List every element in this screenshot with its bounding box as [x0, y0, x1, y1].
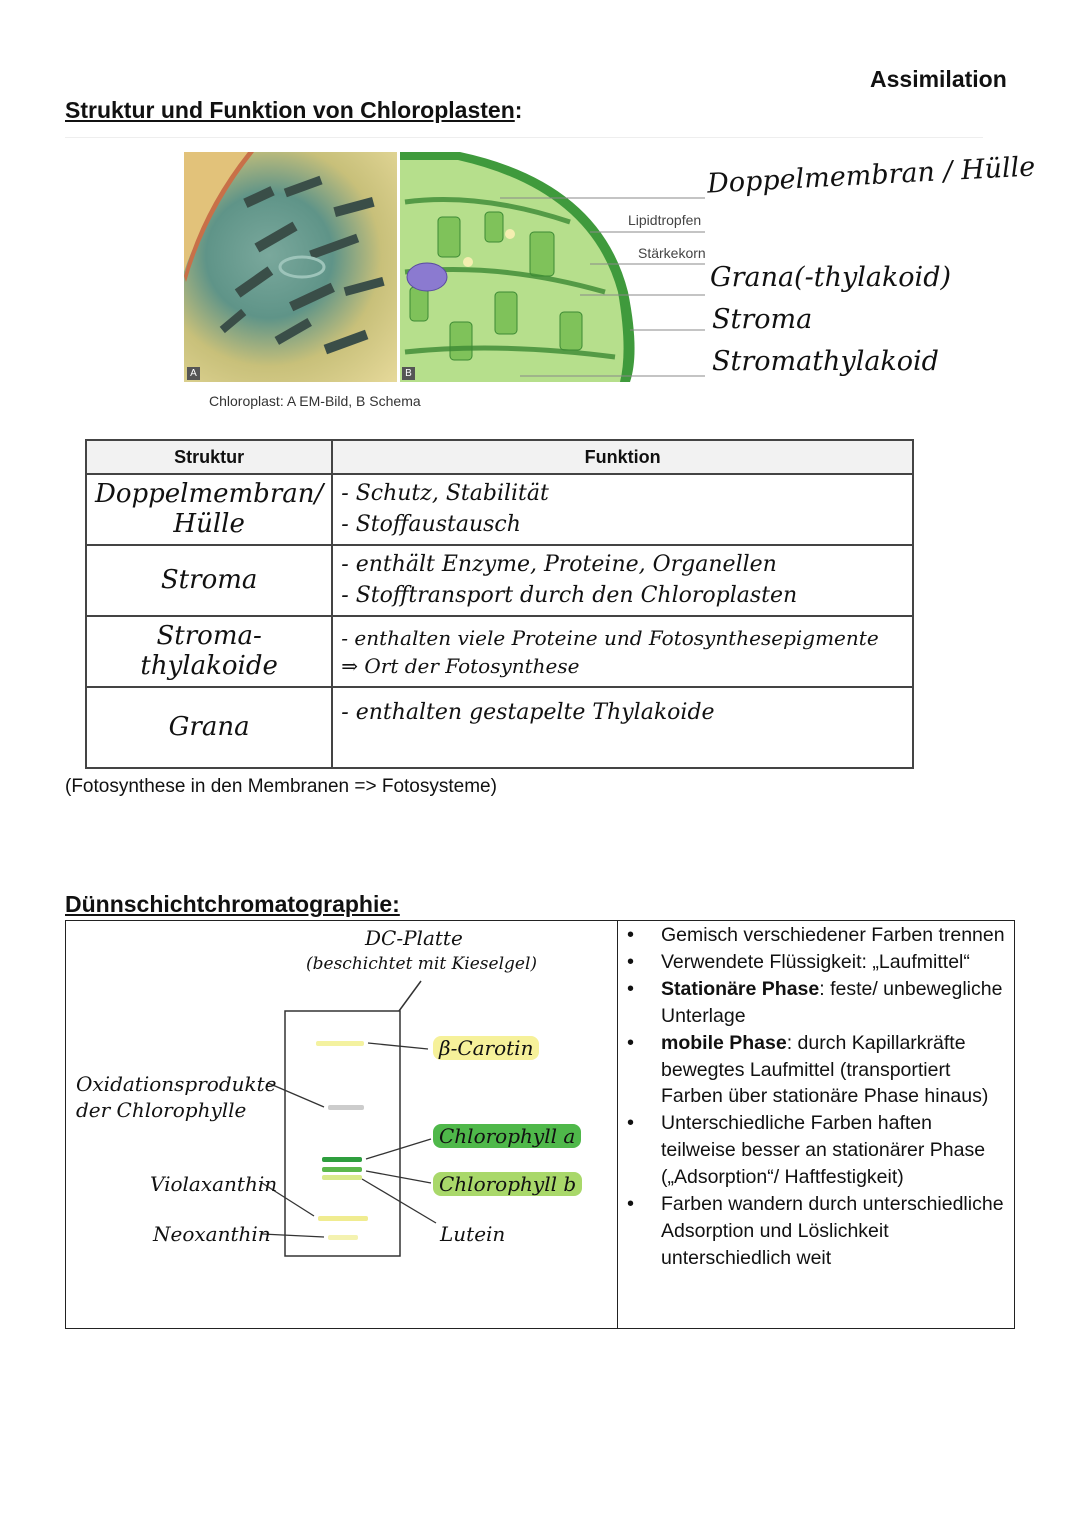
label-neoxanthin: Neoxanthin — [153, 1222, 271, 1246]
cell-struktur — [86, 687, 332, 768]
label-lipidtropfen: Lipidtropfen — [628, 212, 702, 228]
cell-struktur — [86, 474, 332, 545]
list-item — [627, 1030, 1012, 1111]
bullet-bold: Stationäre Phase — [661, 977, 820, 1000]
label-chlorophylle: der Chlorophylle — [76, 1098, 247, 1122]
struktur-line: Doppelmembran/ — [95, 478, 324, 509]
label-chlorophyll-a: Chlorophyll a — [433, 1124, 581, 1148]
dc-bullet-list — [627, 922, 1012, 1272]
figure-label-a: A — [187, 367, 200, 380]
divider-line — [65, 137, 983, 138]
list-item — [627, 1110, 1012, 1191]
band-chl-b — [322, 1175, 362, 1180]
list-item — [627, 976, 1012, 1030]
band-chl-a-2 — [322, 1167, 362, 1172]
bullet-text: Verwendete Flüssigkeit: „Laufmittel“ — [661, 950, 970, 973]
funktion-line: - enthält Enzyme, Proteine, Organellen — [341, 551, 777, 577]
struktur-line: Stroma- — [156, 620, 262, 651]
funktion-line: - enthalten gestapelte Thylakoide — [341, 700, 715, 725]
label-stroma: Stroma — [712, 304, 813, 335]
label-lutein: Lutein — [440, 1222, 506, 1246]
band-carotin — [316, 1041, 364, 1046]
band-oxidation — [328, 1105, 364, 1110]
struktur-line: Stroma — [160, 564, 258, 595]
em-image-drawing — [184, 152, 397, 382]
cell-funktion — [332, 474, 913, 545]
label-stromathylakoid: Stromathylakoid — [712, 346, 939, 377]
dc-box-divider — [617, 920, 618, 1329]
fotosynthese-note: (Fotosynthese in den Membranen => Fotosysteme) — [65, 776, 497, 797]
bullet-text: Gemisch verschiedener Farben trennen — [661, 924, 1005, 946]
section-title-text: Struktur und Funktion von Chloroplasten — [65, 97, 515, 123]
section-title-dc: Dünnschichtchromatographie: — [65, 891, 400, 917]
funktion-line: ⇒ Ort der Fotosynthese — [341, 653, 580, 678]
label-carotin: β-Carotin — [433, 1036, 539, 1060]
label-staerkekorn: Stärkekorn — [638, 245, 706, 261]
bullet-bold: mobile Phase — [661, 1031, 787, 1054]
plate-pointer — [399, 981, 421, 1011]
figure-label-b: B — [402, 367, 415, 380]
funktion-line: - enthalten viele Proteine und Fotosynthesepigmente — [341, 625, 879, 650]
label-pointer-lines — [500, 180, 720, 380]
band-violaxanthin — [318, 1216, 368, 1221]
label-oxidationsprodukte: Oxidationsprodukte — [76, 1072, 277, 1096]
figure-caption: Chloroplast: A EM-Bild, B Schema — [209, 393, 421, 409]
structure-function-table — [85, 439, 914, 769]
list-item — [627, 922, 1012, 949]
cell-struktur — [86, 545, 332, 616]
section-title-colon: : — [514, 97, 523, 123]
section-title-chloroplasten — [65, 97, 522, 124]
funktion-line: - Stofftransport durch den Chloroplasten — [341, 582, 798, 608]
band-neoxanthin — [328, 1235, 358, 1240]
em-image — [184, 152, 397, 382]
bullet-text: : durch Kapillarkräfte bewegtes Laufmittel (transportiert Farben über stationäre Phase hinaus) — [661, 1031, 989, 1108]
band-chl-a — [322, 1157, 362, 1162]
bullet-text: Farben wandern durch unterschiedliche Adsorption und Löslichkeit unterschiedlich weit — [661, 1193, 1004, 1269]
header-struktur: Struktur — [86, 440, 332, 474]
table-row — [86, 545, 913, 616]
schema-starch-grain — [407, 263, 447, 291]
em-thylakoid-stacks — [220, 176, 385, 354]
cell-funktion — [332, 545, 913, 616]
cell-funktion — [332, 616, 913, 687]
struktur-line: thylakoide — [140, 650, 278, 681]
struktur-line: Grana — [168, 711, 250, 742]
list-item — [627, 1191, 1012, 1272]
dc-pointer-lines — [262, 1043, 436, 1237]
bullet-text: : feste/ unbewegliche Unterlage — [661, 977, 1003, 1027]
label-violaxanthin: Violaxanthin — [150, 1172, 278, 1196]
struktur-line: Hülle — [173, 508, 245, 539]
funktion-line: - Stoffaustausch — [341, 511, 521, 537]
cell-funktion — [332, 687, 913, 768]
cell-struktur — [86, 616, 332, 687]
label-doppelmembran: Doppelmembran / Hülle — [706, 151, 1036, 200]
label-grana: Grana(-thylakoid) — [710, 262, 952, 293]
plate-sublabel: (beschichtet mit Kieselgel) — [306, 954, 538, 974]
em-starch-outline — [280, 257, 324, 277]
bullet-text: Unterschiedliche Farben haften teilweise besser an stationärer Phase („Adsorption“/ Haftfestigkeit) — [661, 1112, 986, 1189]
table-row — [86, 687, 913, 768]
list-item — [627, 949, 1012, 976]
label-chlorophyll-b: Chlorophyll b — [433, 1172, 582, 1196]
page-topic: Assimilation — [870, 66, 1007, 92]
header-funktion: Funktion — [332, 440, 913, 474]
funktion-line: - Schutz, Stabilität — [341, 480, 549, 506]
table-row — [86, 474, 913, 545]
table-row — [86, 616, 913, 687]
schema-lipid-droplet-2 — [463, 257, 473, 267]
table-header-row — [86, 440, 913, 474]
plate-label: DC-Platte — [365, 926, 463, 950]
